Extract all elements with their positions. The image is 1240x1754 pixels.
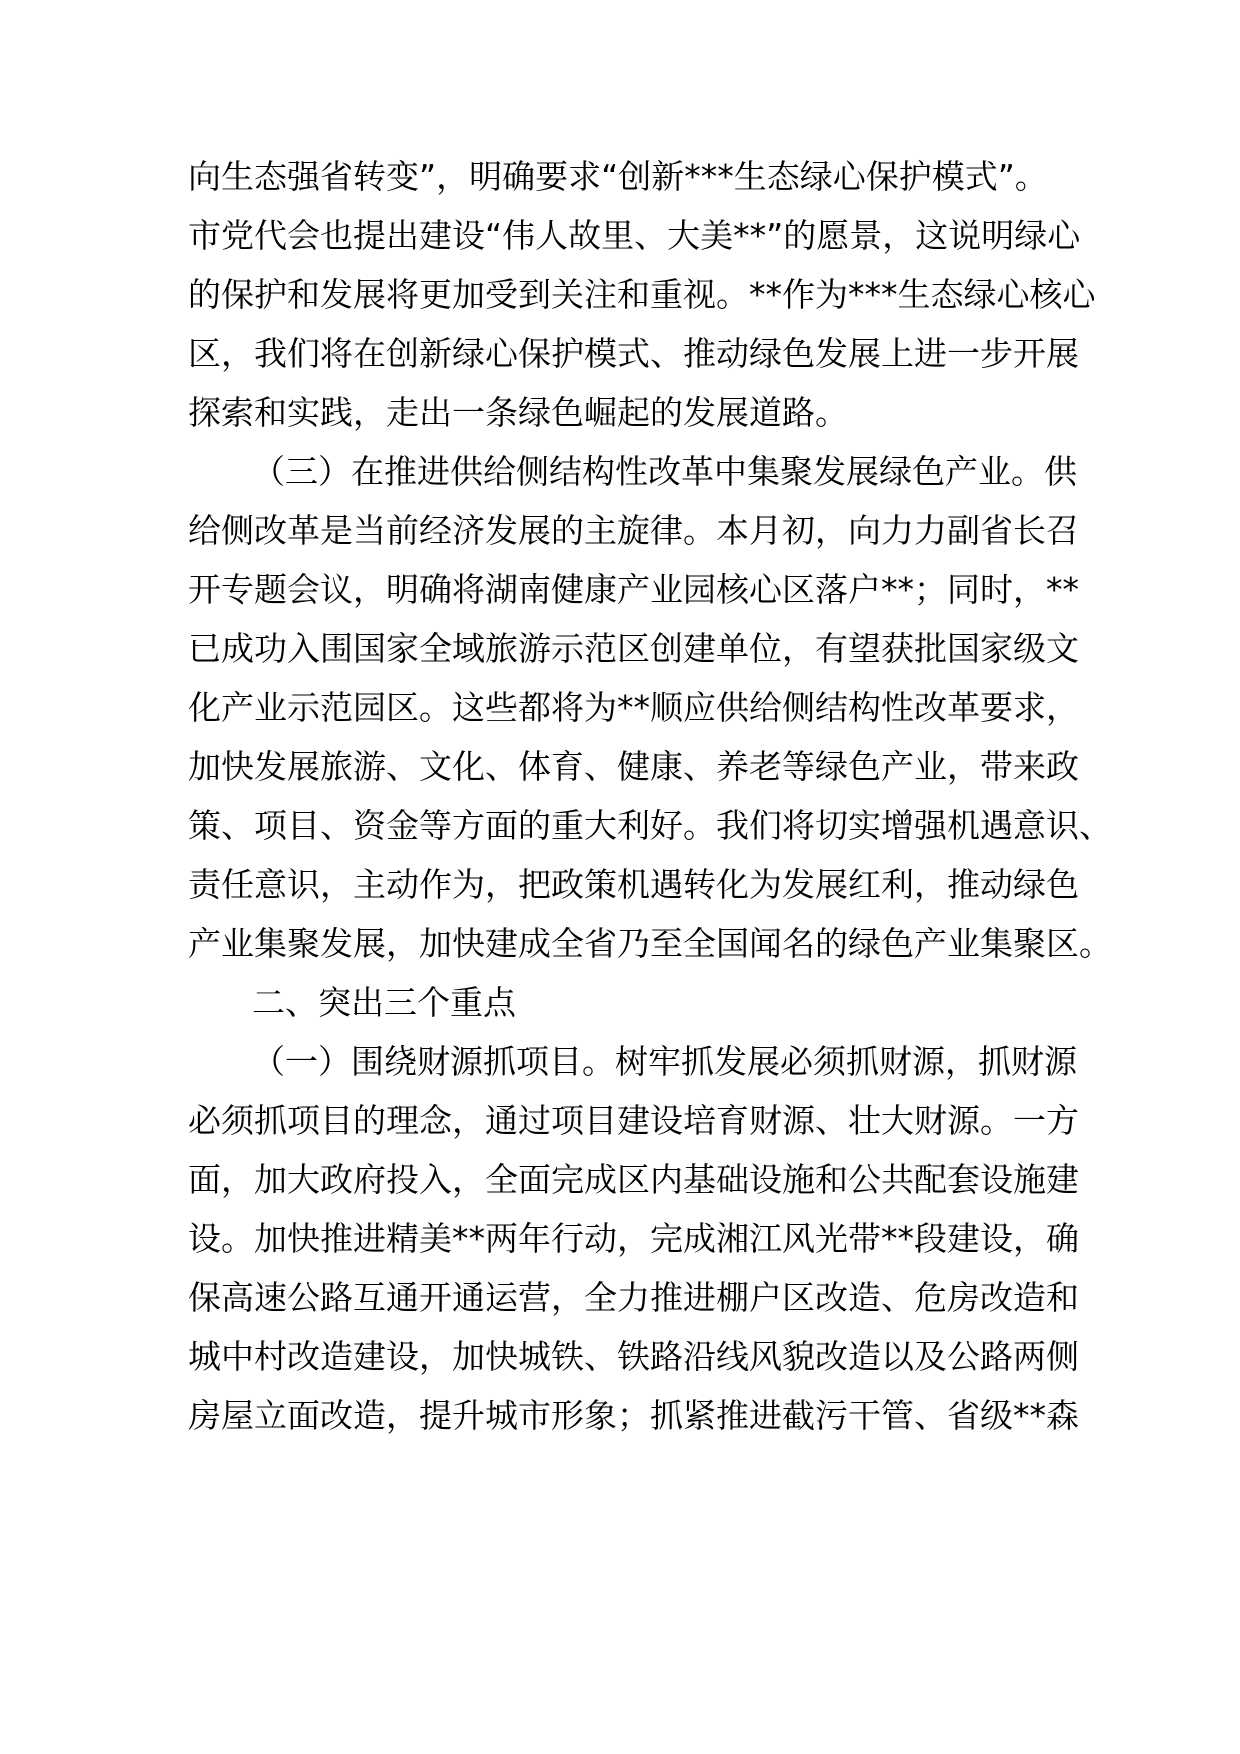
text-line: 面，加大政府投入，全面完成区内基础设施和公共配套设施建 [188,1160,1079,1199]
text-line: 已成功入围国家全域旅游示范区创建单位，有望获批国家级文 [188,629,1079,668]
text-line: 策、项目、资金等方面的重大利好。我们将切实增强机遇意识、 [188,806,1112,845]
text-line: 必须抓项目的理念，通过项目建设培育财源、壮大财源。一方 [188,1101,1079,1140]
text-line: 给侧改革是当前经济发展的主旋律。本月初，向力力副省长召 [188,511,1079,550]
text-line: 开专题会议，明确将湖南健康产业园核心区落户**；同时，** [188,570,1079,609]
text-line: 责任意识，主动作为，把政策机遇转化为发展红利，推动绿色 [188,865,1079,904]
text-line: 产业集聚发展，加快建成全省乃至全国闻名的绿色产业集聚区。 [188,924,1112,963]
text-line: 城中村改造建设，加快城铁、铁路沿线风貌改造以及公路两侧 [188,1337,1079,1376]
text-line: 加快发展旅游、文化、体育、健康、养老等绿色产业，带来政 [188,747,1079,786]
text-line: 区，我们将在创新绿心保护模式、推动绿色发展上进一步开展 [188,334,1079,373]
text-line: 房屋立面改造，提升城市形象；抓紧推进截污干管、省级**森 [188,1396,1079,1435]
text-line: 设。加快推进精美**两年行动，完成湘江风光带**段建设，确 [188,1219,1079,1258]
text-line: 向生态强省转变”，明确要求“创新***生态绿心保护模式”。 [188,157,1048,196]
text-line: 市党代会也提出建设“伟人故里、大美**”的愿景，这说明绿心 [188,216,1081,255]
paragraph-first-line: （一）围绕财源抓项目。树牢抓发展必须抓财源，抓财源 [252,1042,1077,1081]
text-line: 保高速公路互通开通运营，全力推进棚户区改造、危房改造和 [188,1278,1079,1317]
text-line: 探索和实践，走出一条绿色崛起的发展道路。 [188,393,848,432]
text-line: 化产业示范园区。这些都将为**顺应供给侧结构性改革要求， [188,688,1079,727]
paragraph-first-line: （三）在推进供给侧结构性改革中集聚发展绿色产业。供 [252,452,1077,491]
section-heading: 二、突出三个重点 [252,983,516,1022]
text-line: 的保护和发展将更加受到关注和重视。**作为***生态绿心核心 [188,275,1096,314]
